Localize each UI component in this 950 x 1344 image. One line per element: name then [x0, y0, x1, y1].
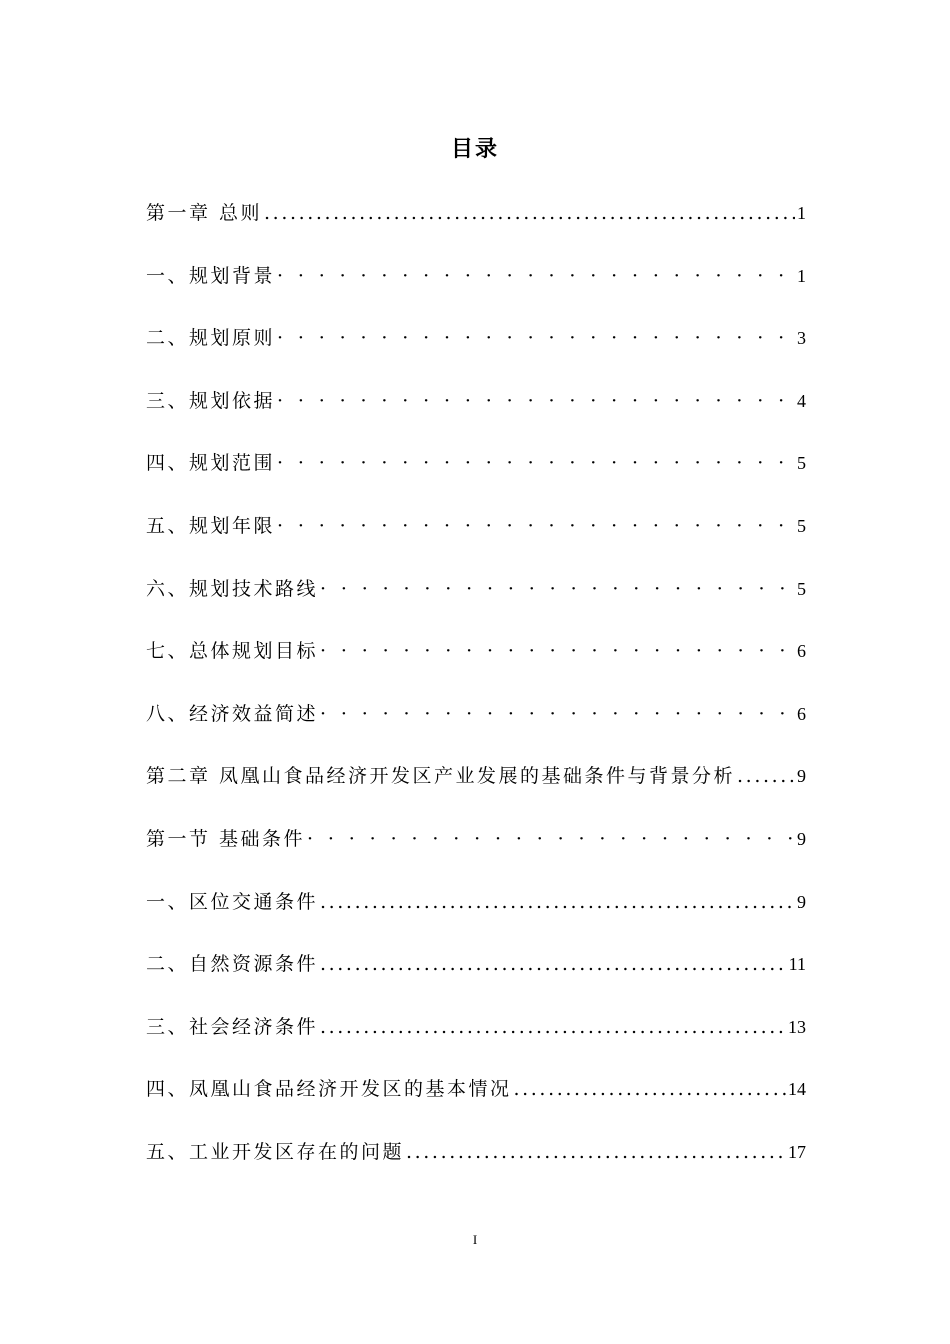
toc-entry-section-zone-overview[interactable] [146, 1070, 806, 1133]
toc-entry-page: 1 [797, 265, 806, 286]
page-number: I [472, 1232, 478, 1247]
toc-entry-page: 14 [788, 1079, 806, 1100]
toc-entry-page: 1 [797, 203, 806, 223]
toc-dot-leader [320, 945, 787, 983]
toc-dot-leader [514, 1070, 786, 1108]
toc-entry-label: 二、自然资源条件 [146, 953, 319, 976]
toc-entry-label: 一、区位交通条件 [146, 890, 319, 913]
toc-entry-section-goals[interactable] [146, 632, 806, 695]
toc-dot-leader [277, 382, 795, 420]
toc-entry-label: 四、凤凰山食品经济开发区的基本情况 [146, 1078, 512, 1101]
toc-entry-label: 八、经济效益简述 [146, 702, 319, 725]
toc-entry-section-problems[interactable] [146, 1133, 806, 1196]
toc-entry-chapter-2[interactable] [146, 757, 806, 820]
toc-title: 目录 [450, 136, 499, 162]
toc-dot-leader [737, 757, 795, 795]
toc-dot-leader [406, 1133, 786, 1171]
toc-entry-label: 第二章 凤凰山食品经济开发区产业发展的基础条件与背景分析 [146, 765, 736, 788]
toc-entry-label: 一、规划背景 [146, 264, 276, 287]
toc-entry-page: 9 [797, 891, 806, 912]
toc-entry-section-background[interactable] [146, 257, 806, 320]
toc-dot-leader [320, 883, 795, 921]
toc-entry-section-basis[interactable] [146, 382, 806, 445]
toc-entry-section-benefits[interactable] [146, 695, 806, 758]
toc-entry-section-basic-conditions[interactable] [146, 820, 806, 883]
toc-entry-section-principles[interactable] [146, 319, 806, 382]
toc-entry-section-location[interactable] [146, 883, 806, 946]
toc-entry-page: 9 [797, 828, 806, 849]
toc-entry-label: 六、规划技术路线 [146, 577, 319, 600]
toc-entry-page: 4 [797, 390, 806, 411]
toc-entry-section-socioeconomic[interactable] [146, 1008, 806, 1071]
toc-entry-label: 四、规划范围 [146, 452, 276, 475]
toc-dot-leader [264, 194, 795, 232]
toc-entry-page: 3 [797, 328, 806, 349]
toc-entry-label: 第一章 总则 [146, 202, 263, 224]
toc-entry-section-scope[interactable] [146, 444, 806, 507]
toc-entry-label: 二、规划原则 [146, 327, 276, 350]
toc-entry-page: 13 [788, 1016, 806, 1037]
toc-dot-leader [320, 632, 795, 670]
toc-entry-label: 三、社会经济条件 [146, 1015, 319, 1038]
toc-entry-label: 五、规划年限 [146, 514, 276, 537]
toc-entry-label: 第一节 基础条件 [146, 827, 306, 850]
toc-entry-page: 9 [797, 766, 806, 787]
toc-entry-page: 6 [797, 641, 806, 662]
toc-entry-page: 17 [788, 1141, 806, 1162]
toc-entry-page: 6 [797, 703, 806, 724]
toc-dot-leader [320, 570, 795, 608]
toc-dot-leader [277, 257, 795, 295]
toc-entry-page: 5 [797, 578, 806, 599]
toc-dot-leader [320, 1008, 786, 1046]
toc-dot-leader [277, 319, 795, 357]
toc-dot-leader [307, 820, 795, 858]
toc-entry-label: 七、总体规划目标 [146, 640, 319, 663]
toc-entry-section-period[interactable] [146, 507, 806, 570]
toc-dot-leader [277, 507, 795, 545]
toc-entry-section-natural-resources[interactable] [146, 945, 806, 1008]
toc-entry-page: 5 [797, 515, 806, 536]
toc-entry-label: 三、规划依据 [146, 389, 276, 412]
toc-entry-label: 五、工业开发区存在的问题 [146, 1140, 405, 1163]
toc-list [146, 194, 806, 1196]
toc-entry-page: 5 [797, 453, 806, 474]
toc-dot-leader [277, 444, 795, 482]
toc-entry-section-roadmap[interactable] [146, 570, 806, 633]
toc-entry-page: 11 [788, 954, 806, 975]
toc-dot-leader [320, 695, 795, 733]
toc-entry-chapter-1[interactable] [146, 194, 806, 257]
